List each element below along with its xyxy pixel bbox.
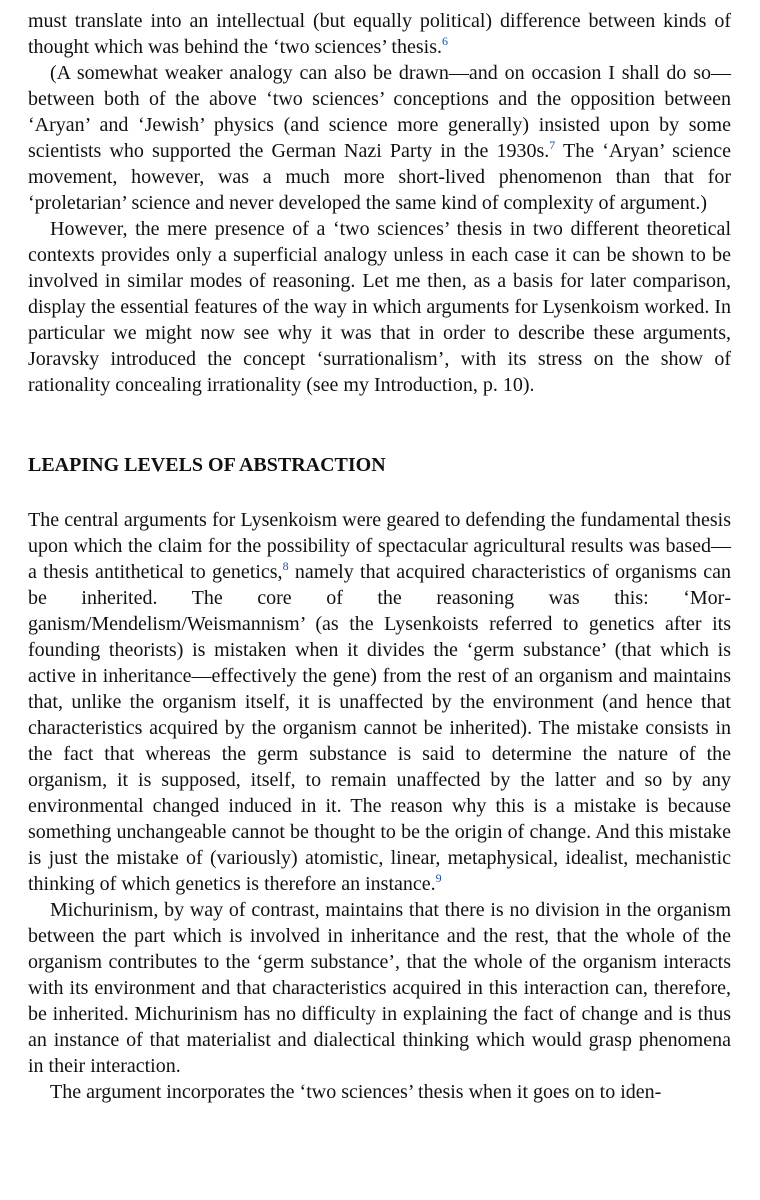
paragraph-text: The argument incorporates the ‘two sciences’ thesis when it goes on to iden-	[50, 1081, 662, 1103]
paragraph-text: However, the mere presence of a ‘two sciences’ thesis in two different theoretical contexts provides only a superficial analogy unless in each case it can be shown to be involved in similar modes of reasoning. Let me then, as a basis for later comparison, display the essential features of the way in which arguments for Lysenkoism worked. In particular we might now see why it was that in order to describe these arguments, Joravsky introduced the concept ‘surrationalism’, with its stress on the show of rationality concealing irrationality (see my Introduction, p. 10).	[28, 218, 731, 396]
paragraph-text-cont: The ‘Aryan’ science movement, however, was a much more short-lived phenomenon than that for ‘proletarian’ science and never developed the same kind of complexity of argument.)	[28, 140, 731, 214]
document-page	[28, 8, 731, 1105]
paragraph-two-sciences	[28, 216, 731, 398]
paragraph-michurinism	[28, 897, 731, 1079]
paragraph-text-cont: namely that acquired characteristics of organisms can be inherited. The core of the reasoning was this: ‘Morganism/Mendelism/Weismannism’ (as the Lysenkoists referred to genetics after its founding theorists) is mistaken when it divides the ‘germ substance’ (that which is active in inheritance—effectively the gene) from the rest of an organism and maintains that, unlike the organism itself, it is unaffected by the environment (and hence that characteristics acquired by the organism cannot be inherited). The mistake consists in the fact that whereas the germ substance is said to determine the nature of the organism, it is supposed, itself, to remain unaffected by the latter and so by any environmental changed induced in it. The reason why this is a mistake is because something unchangeable cannot be thought to be the origin of change. And this mistake is just the mistake of (variously) atomistic, linear, metaphysical, idealist, mechanistic thinking of which genetics is therefore an instance.	[28, 561, 731, 895]
footnote-ref-6[interactable]: 6	[441, 34, 448, 48]
paragraph-central-arguments	[28, 507, 731, 897]
paragraph-text: (A somewhat weaker analogy can also be drawn—and on occasion I shall do so—between both of the above ‘two sciences’ conceptions and the opposition between ‘Aryan’ and ‘Jewish’ physics (and science more generally) insisted upon by some scientists who supported the German Nazi Party in the 1930s.	[28, 62, 731, 162]
paragraph-argument-continues	[28, 1079, 731, 1105]
paragraph-text: The central arguments for Lysenkoism were geared to defending the fundamental thesis upon which the claim for the possibility of spectacular agricultural results was based—a thesis antithetical to genetics,	[28, 509, 731, 583]
paragraph-continuation	[28, 8, 731, 60]
paragraph-aryan-analogy	[28, 60, 731, 216]
footnote-ref-7[interactable]: 7	[549, 138, 556, 152]
section-heading: LEAPING LEVELS OF ABSTRACTION	[28, 454, 386, 476]
footnote-ref-9[interactable]: 9	[435, 871, 442, 885]
paragraph-text: Michurinism, by way of contrast, maintains that there is no division in the organism between the part which is involved in inheritance and the rest, that the whole of the organism contributes to the ‘germ substance’, that the whole of the organism interacts with its environment and that characteristics acquired in this interaction can, therefore, be inherited. Michurinism has no difficulty in explaining the fact of change and is thus an instance of that materialist and dialectical thinking which would grasp phenomena in their interaction.	[28, 899, 731, 1077]
paragraph-text: must translate into an intellectual (but equally political) difference between kinds of thought which was behind the ‘two sciences’ thesis.	[28, 10, 731, 58]
footnote-ref-8[interactable]: 8	[282, 559, 289, 573]
